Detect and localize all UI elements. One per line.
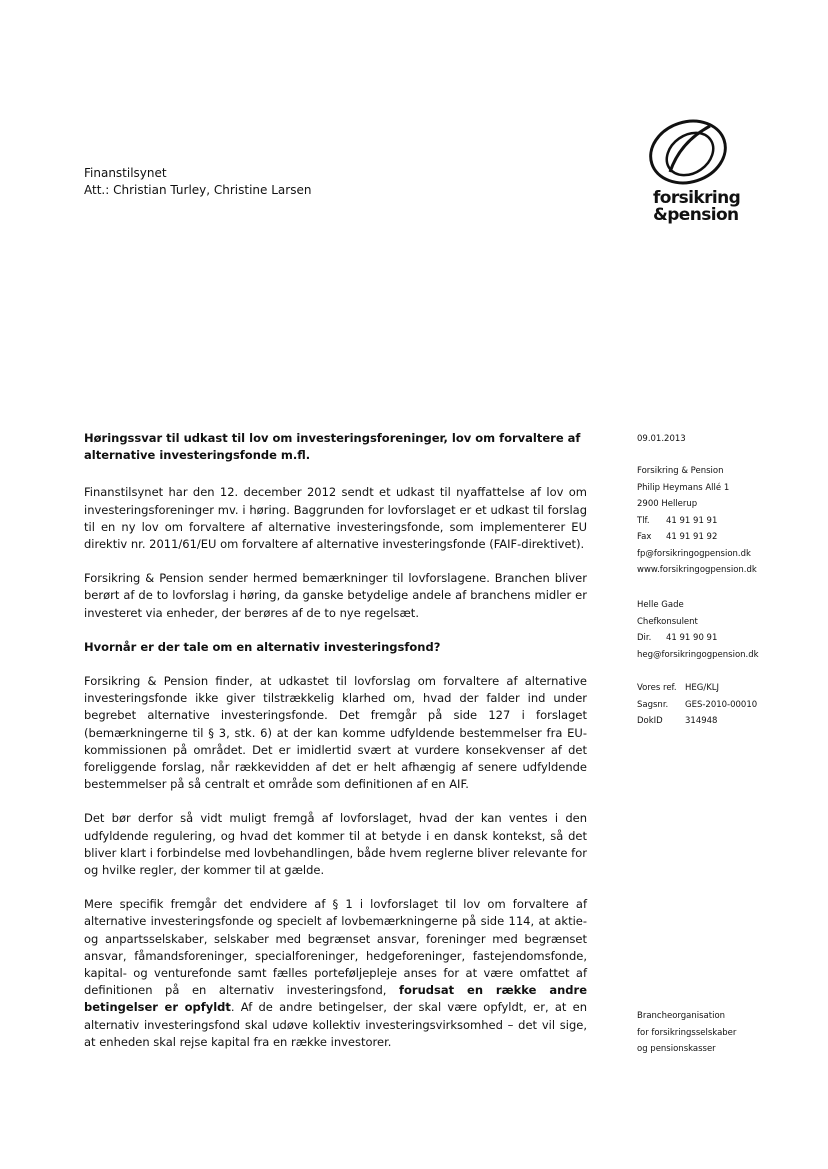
phone-row: Tlf. 41 91 91 91 (637, 515, 718, 526)
organization-footer: Brancheorganisation for forsikringsselskaber og pensionskasser (637, 1011, 737, 1054)
logo-swirl-icon (640, 112, 736, 190)
fax-row: Fax 41 91 91 92 (637, 532, 718, 542)
sender-address-block: Forsikring & Pension Philip Heymans Allé 1 2900 Hellerup Tlf. 41 91 91 91 Fax 41 91 91 92 fp@forsikringogpension.dk www.forsikringogpension.dk (637, 463, 757, 579)
letter-body (84, 430, 587, 1068)
paragraph-5: Mere specifik fremgår det endvidere af § 1 i lovforslaget til lov om forvaltere af alternative investeringsfonde og specielt af lovbemærkningerne på side 114, at aktie- og anpartsselskaber, selskaber med begrænset ansvar, foreninger med begrænset ansvar, fåmandsforeninger, specialforeninger, hedgeforeninger, fastejendomsfonde, kapital- og venturefonde samt fælles porteføljepleje anses for at være omfattet af definitionen på en alternativ investeringsfond, forudsat en række andre betingelser er opfyldt. Af de andre betingelser, der skal være opfyldt, er, at en alternativ investeringsfond skal udøve kollektiv investeringsvirksomhed – det vil sige, at enheden skal rejse kapital fra en række investorer. (84, 897, 587, 1049)
sender-website: www.forsikringogpension.dk (637, 565, 757, 575)
contact-person-block: Helle Gade Chefkonsulent Dir. 41 91 90 91 heg@forsikringogpension.dk (637, 597, 759, 663)
reference-block: Vores ref. HEG/KLJ Sagsnr. GES-2010-00010 DokID 314948 (637, 683, 758, 726)
company-logo (632, 112, 742, 230)
section-heading: Hvornår er der tale om en alternativ investeringsfond? (84, 639, 441, 654)
paragraph-3: Forsikring & Pension finder, at udkastet til lovforslag om forvaltere af alternative investeringsfonde ikke giver tilstrækkelig klarhed om, hvad der falder ind under begrebet alternative investeringsfonde. Det fremgår på side 127 i forslaget (bemærkningerne til § 3, stk. 6) at der kan komme udfyldende bestemmelser fra EU-kommissionen på området. Det er imidlertid svært at vurdere konsekvenser af det foreliggende forslag, når rækkevidden af det er helt afhængig af senere udfyldende bestemmelser på så centralt et område som definitionen af en AIF. (84, 674, 587, 792)
contact-email: heg@forsikringogpension.dk (637, 649, 759, 660)
emphasis-text: forudsat en række andre betingelser er opfyldt (84, 983, 587, 1015)
sender-email: fp@forsikringogpension.dk (637, 548, 751, 559)
logo-wordmark: forsikring &pension (653, 188, 741, 225)
direct-phone-row: Dir. 41 91 90 91 (637, 633, 718, 643)
paragraph-2: Forsikring & Pension sender hermed bemærkninger til lovforslagene. Branchen bliver berørt af de to lovforslag i høring, da ganske betydelige andele af branchens midler er investeret via enheder, der berøres af de to nye regelsæt. (84, 571, 587, 620)
letter-title: Høringssvar til udkast til lov om investeringsforeninger, lov om forvaltere af alternative investeringsfonde m.fl. (84, 431, 581, 463)
paragraph-1: Finanstilsynet har den 12. december 2012 sendt et udkast til nyaffattelse af lov om investeringsforeninger mv. i høring. Baggrunden for lovforslaget er et udkast til forslag til en ny lov om forvaltere af alternative investeringsfonde, som implementerer EU direktiv nr. 2011/61/EU om forvaltere af alternative investeringsfonde (FAIF-direktivet). (84, 485, 587, 552)
recipient-block (84, 165, 311, 199)
paragraph-4: Det bør derfor så vidt muligt fremgå af lovforslaget, hvad der kan ventes i den udfyldende regulering, og hvad det kommer til at betyde i en dansk kontekst, så det bliver klart i forbindelse med lovbehandlingen, både hvem reglerne bliver relevante for og hvilke regler, der kommer til at gælde. (84, 811, 587, 878)
letter-date: 09.01.2013 (637, 434, 686, 444)
recipient-attention: Att.: Christian Turley, Christine Larsen (84, 183, 312, 197)
recipient-name: Finanstilsynet (84, 166, 167, 180)
